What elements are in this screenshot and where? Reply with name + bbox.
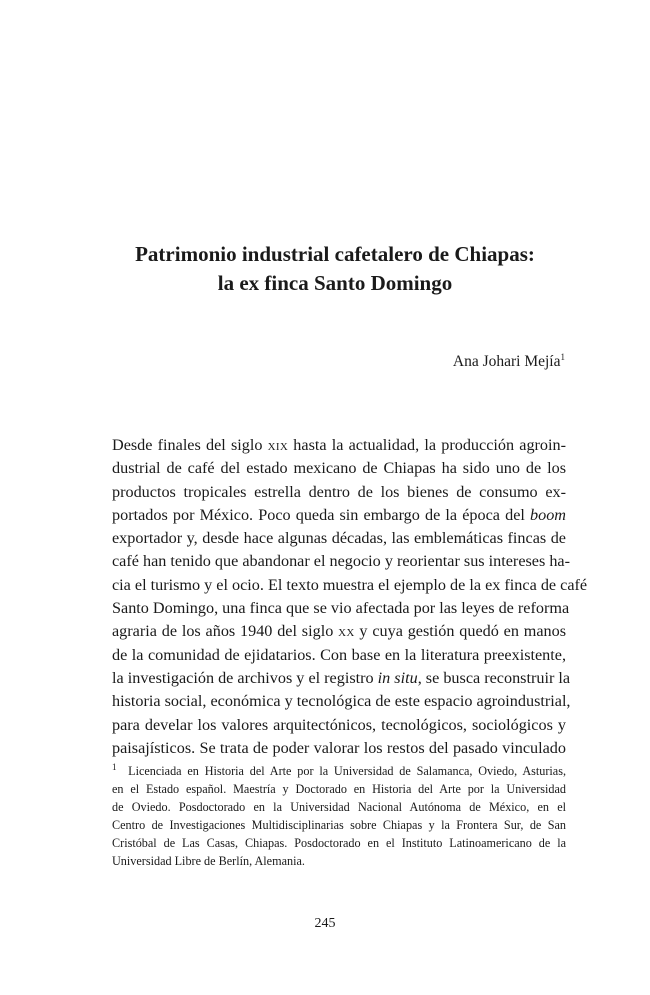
text-segment: agraria de los años 1940 del siglo (112, 622, 339, 641)
page-number: 245 (314, 916, 336, 931)
paragraph-line: de la comunidad de ejidatarios. Con base en la literatura preexistente, (112, 645, 566, 664)
paragraph-line: paisajísticos. Se trata de poder valorar los restos del pasado vinculado (112, 738, 566, 757)
footnote-reference[interactable]: 1 (560, 351, 565, 362)
century-small-caps: xx (338, 622, 355, 641)
paragraph-line: productos tropicales estrella dentro de los bienes de consumo ex- (112, 482, 566, 501)
italic-term: in situ (377, 668, 418, 687)
footnote-marker: 1 (112, 761, 117, 772)
text-segment: portados por México. Poco queda sin embargo de la época del (112, 505, 531, 524)
italic-term: boom (530, 505, 566, 524)
footnote-line: Centro de Investigaciones Multidisciplinarias sobre Chiapas y la Frontera Sur, de San (112, 818, 566, 832)
text-segment: Licenciada en Historia del Arte por la Universidad de Salamanca, Oviedo, Asturias, (128, 764, 566, 778)
paragraph-line (112, 667, 571, 690)
paragraph-line: café han tenido que abandonar el negocio y reorientar sus intereses ha- (112, 552, 571, 571)
chapter-title-line-1: Patrimonio industrial cafetalero de Chiapas: (135, 242, 535, 266)
paragraph-line (112, 434, 566, 457)
text-segment: y cuya gestión quedó en manos (354, 622, 567, 641)
text-segment: Desde finales del siglo (112, 436, 268, 454)
author-byline (453, 352, 565, 372)
text-segment: la investigación de archivos y el registro (112, 668, 378, 687)
footnote (112, 762, 566, 870)
paragraph-line: exportador y, desde hace algunas décadas, las emblemáticas fincas de (112, 529, 566, 548)
text-segment: , se busca reconstruir la (417, 668, 571, 687)
abstract-paragraph (112, 434, 588, 760)
paragraph-line: historia social, económica y tecnológica de este espacio agroindustrial, (112, 692, 571, 711)
footnote-line: de Oviedo. Posdoctorado en la Universidad Nacional Autónoma de México, en el (112, 800, 566, 814)
chapter-title (70, 240, 600, 298)
paragraph-line (112, 504, 566, 527)
footnote-line: Cristóbal de Las Casas, Chiapas. Posdoctorado en el Instituto Latinoamericano de la (112, 836, 566, 850)
paragraph-line: para develar los valores arquitectónicos, tecnológicos, sociológicos y (112, 715, 566, 734)
paragraph-line: cia el turismo y el ocio. El texto muestra el ejemplo de la ex finca de café (112, 575, 588, 594)
paragraph-line: dustrial de café del estado mexicano de Chiapas ha sido uno de los (112, 459, 566, 478)
paragraph-line (112, 620, 566, 643)
paragraph-line: Santo Domingo, una finca que se vio afectada por las leyes de reforma (112, 599, 570, 618)
footnote-line: en el Estado español. Maestría y Doctorado en Historia del Arte por la Universidad (112, 782, 566, 796)
footnote-line: Universidad Libre de Berlín, Alemania. (112, 854, 305, 868)
text-segment: hasta la actualidad, la producción agroin- (288, 436, 567, 454)
chapter-title-line-2: la ex finca Santo Domingo (217, 271, 453, 295)
century-small-caps: xix (267, 436, 289, 454)
author-name: Ana Johari Mejía (452, 353, 561, 370)
footnote-line (112, 762, 566, 780)
